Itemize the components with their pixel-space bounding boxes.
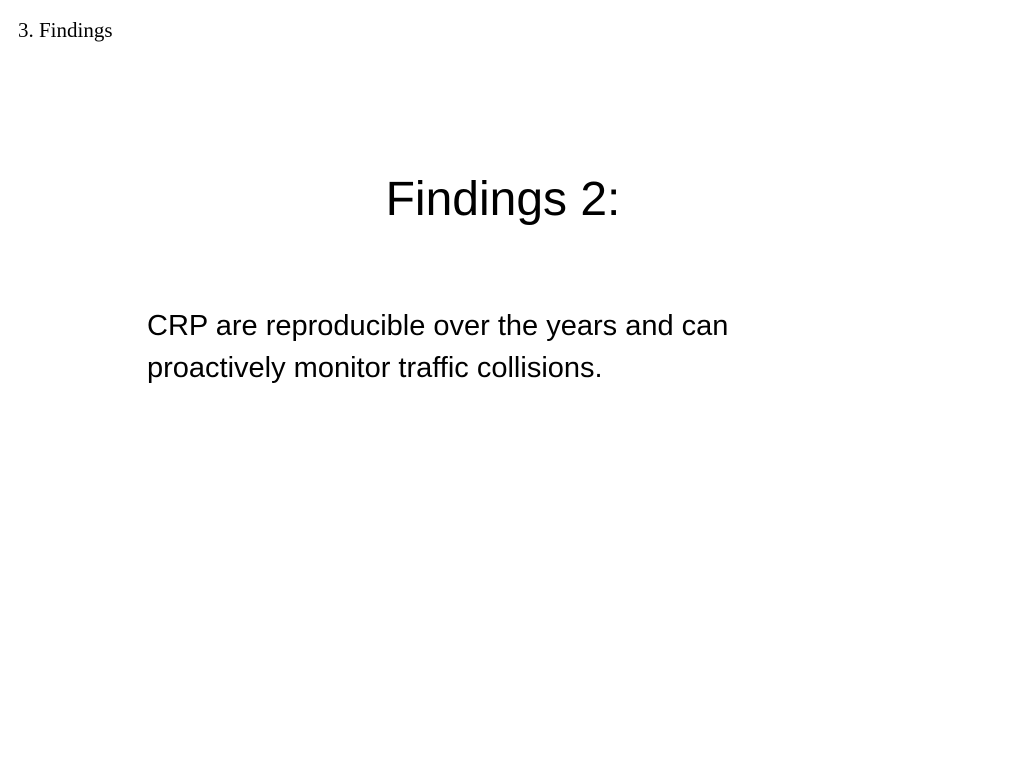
slide-body [147,305,907,389]
section-header: 3. Findings [18,18,113,42]
slide-title: Findings 2: [385,173,621,226]
body-line: proactively monitor traffic collisions. [147,352,603,384]
body-line: CRP are reproducible over the years and can [147,310,729,342]
